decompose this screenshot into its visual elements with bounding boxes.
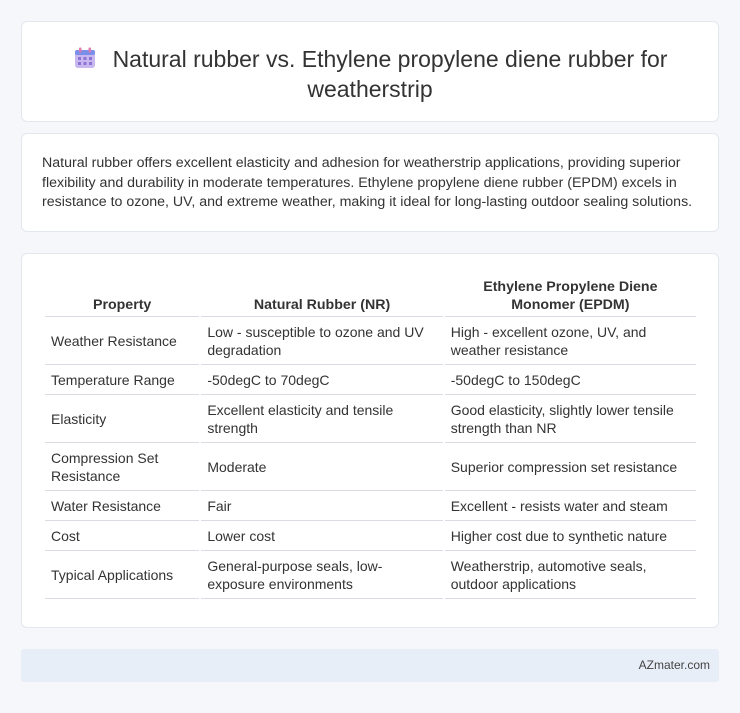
comparison-table <box>43 275 698 599</box>
property-cell: Temperature Range <box>45 365 199 395</box>
footer-brand: AZmater.com <box>638 658 710 672</box>
property-cell: Elasticity <box>45 395 199 443</box>
table-row <box>45 365 696 395</box>
header-epdm: Ethylene Propylene Diene Monomer (EPDM) <box>445 275 696 317</box>
property-cell: Weather Resistance <box>45 317 199 365</box>
summary-text: Natural rubber offers excellent elasticity and adhesion for weatherstrip applications, providing superior flexibility and durability in moderate temperatures. Ethylene propylene diene rubber (EPDM) excels in resistance to ozone, UV, and extreme weather, making it ideal for long-lasting outdoor sealing solutions. <box>42 155 693 210</box>
nr-cell: Low - susceptible to ozone and UV degradation <box>201 317 442 365</box>
nr-cell: -50degC to 70degC <box>201 365 442 395</box>
nr-cell: Lower cost <box>201 521 442 551</box>
epdm-cell: Higher cost due to synthetic nature <box>445 521 696 551</box>
header-property: Property <box>45 275 199 317</box>
epdm-cell: Superior compression set resistance <box>445 443 696 491</box>
table-row <box>45 521 696 551</box>
epdm-cell: Good elasticity, slightly lower tensile strength than NR <box>445 395 696 443</box>
footer-bar <box>21 649 719 682</box>
page-title: Natural rubber vs. Ethylene propylene diene rubber for weatherstrip <box>112 46 668 102</box>
nr-cell: Excellent elasticity and tensile strength <box>201 395 442 443</box>
epdm-cell: Excellent - resists water and steam <box>445 491 696 521</box>
table-row <box>45 443 696 491</box>
header-natural-rubber: Natural Rubber (NR) <box>201 275 442 317</box>
table-row <box>45 491 696 521</box>
property-cell: Compression Set Resistance <box>45 443 199 491</box>
table-row <box>45 395 696 443</box>
comparison-card <box>21 253 719 628</box>
calendar-icon <box>73 46 97 70</box>
property-cell: Typical Applications <box>45 551 199 599</box>
nr-cell: Moderate <box>201 443 442 491</box>
epdm-cell: -50degC to 150degC <box>445 365 696 395</box>
summary-card <box>21 133 719 232</box>
title-card <box>21 21 719 122</box>
nr-cell: General-purpose seals, low-exposure environments <box>201 551 442 599</box>
page-title-wrap <box>22 44 718 104</box>
table-header-row <box>45 275 696 317</box>
epdm-cell: Weatherstrip, automotive seals, outdoor applications <box>445 551 696 599</box>
epdm-cell: High - excellent ozone, UV, and weather resistance <box>445 317 696 365</box>
nr-cell: Fair <box>201 491 442 521</box>
property-cell: Water Resistance <box>45 491 199 521</box>
table-row <box>45 551 696 599</box>
property-cell: Cost <box>45 521 199 551</box>
table-row <box>45 317 696 365</box>
